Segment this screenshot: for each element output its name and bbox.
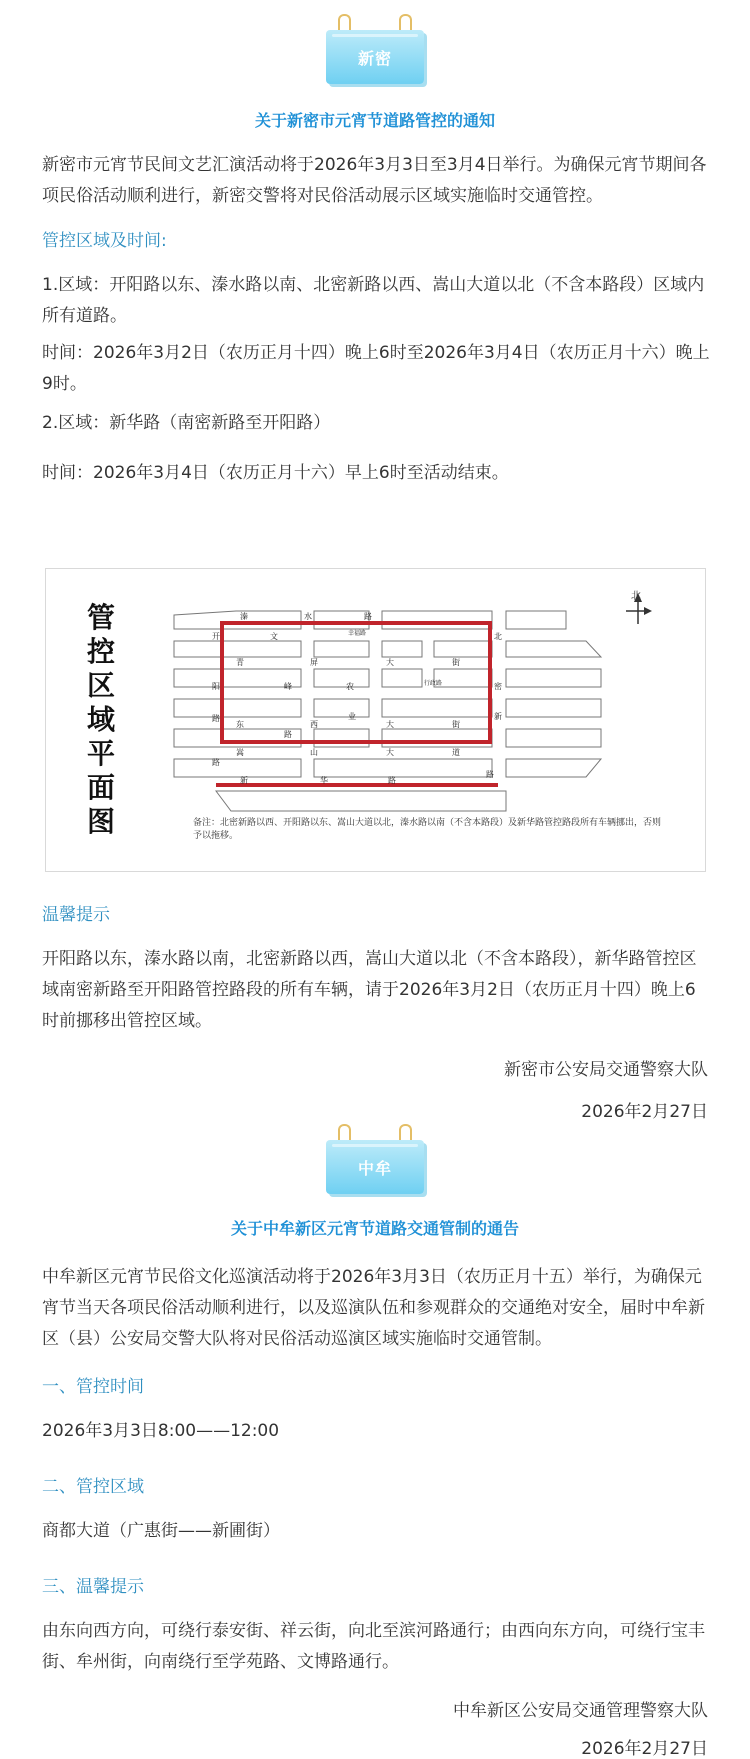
map-label: 大: [386, 720, 394, 729]
map-label: 路: [364, 612, 372, 621]
map-label: 东: [236, 720, 244, 729]
map-label: 大: [386, 748, 394, 757]
sign-date: 2026年2月27日: [581, 1102, 708, 1122]
map-label: 西: [310, 720, 318, 729]
heading-time: 一、管控时间: [42, 1377, 144, 1397]
sign-date: 2026年2月27日: [581, 1739, 708, 1759]
area-1: 1.区域：开阳路以东、溱水路以南、北密新路以西、嵩山大道以北（不含本路段）区域内所有道路。: [42, 275, 705, 326]
map-label: 嵩: [236, 748, 244, 757]
map-title: 管 控 区 域 平 面 图: [86, 601, 115, 838]
map-label: 新: [494, 712, 502, 721]
map-label: 业: [348, 712, 356, 721]
map-label: 路: [486, 770, 494, 779]
map-label: 山: [310, 748, 318, 757]
map-label: 峰: [284, 682, 292, 691]
map-label: 北: [494, 632, 502, 641]
map-note: 备注：北密新路以西、开阳路以东、嵩山大道以北，溱水路以南（不含本路段）及新华路管控路段所有车辆挪出，否则予以拖移。: [193, 818, 662, 841]
map-label: 新: [240, 776, 248, 785]
map-label: 大: [386, 658, 394, 667]
map-label: 水: [304, 612, 312, 621]
signer: 新密市公安局交通警察大队: [504, 1060, 708, 1080]
signer: 中牟新区公安局交通管理警察大队: [453, 1701, 708, 1721]
control-area-map: [45, 568, 706, 872]
section-tag: [326, 28, 424, 84]
control-area: 商都大道（广惠街——新圃街）: [42, 1521, 280, 1541]
section-tag: [326, 1138, 424, 1194]
north-indicator: 北: [631, 591, 641, 602]
map-label: 路: [212, 714, 220, 723]
map-label: 行政路: [424, 680, 443, 687]
area-2: 2.区域：新华路（南密新路至开阳路）: [42, 413, 331, 433]
notice-title: 关于中牟新区元宵节道路交通管制的通告: [230, 1219, 519, 1238]
map-label: 街: [452, 720, 460, 729]
map-label: 街: [452, 658, 460, 667]
heading-tip: 温馨提示: [42, 905, 110, 925]
map-label: 幸福路: [348, 630, 367, 637]
map-label: 阳: [212, 682, 220, 691]
notice-intro: 新密市元宵节民间文艺汇演活动将于2026年3月3日至3月4日举行。为确保元宵节期间各项民俗活动顺利进行，新密交警将对民俗活动展示区域实施临时交通管控。: [42, 155, 707, 206]
heading-area-time: 管控区域及时间:: [42, 231, 167, 251]
time-1: 时间：2026年3月2日（农历正月十四）晚上6时至2026年3月4日（农历正月十六）晚上9时。: [42, 343, 710, 394]
time-2: 时间：2026年3月4日（农历正月十六）早上6时至活动结束。: [42, 463, 509, 483]
map-label: 屏: [310, 658, 318, 667]
map-label: 青: [236, 658, 244, 667]
map-label: 农: [346, 682, 354, 691]
heading-tip: 三、温馨提示: [42, 1577, 144, 1597]
map-label: 路: [212, 758, 220, 767]
map-label: 华: [320, 776, 328, 785]
map-label: 路: [284, 730, 292, 739]
map-label: 路: [388, 776, 396, 785]
notice-intro: 中牟新区元宵节民俗文化巡演活动将于2026年3月3日（农历正月十五）举行，为确保元宵节当天各项民俗活动顺利进行，以及巡演队伍和参观群众的交通绝对安全，届时中牟新区（县）公安局交警大队将对民俗活动巡演区域实施临时交通管制。: [42, 1267, 705, 1349]
tip-text: 由东向西方向，可绕行泰安街、祥云街，向北至滨河路通行；由西向东方向，可绕行宝丰街、牟州街，向南绕行至学苑路、文博路通行。: [42, 1621, 705, 1672]
map-label: 开: [212, 632, 220, 641]
section-tag-label: 新密: [357, 48, 392, 68]
heading-area: 二、管控区域: [42, 1477, 144, 1497]
section-tag-label: 中牟: [357, 1158, 392, 1178]
tip-text: 开阳路以东，溱水路以南，北密新路以西，嵩山大道以北（不含本路段），新华路管控区域南密新路至开阳路管控路段的所有车辆，请于2026年3月2日（农历正月十四）晚上6时前挪移出管控区域。: [42, 949, 697, 1031]
map-label: 溱: [240, 612, 248, 621]
map-label: 道: [452, 748, 460, 757]
control-time: 2026年3月3日8:00——12:00: [42, 1421, 280, 1441]
map-label: 密: [494, 682, 502, 691]
map-label: 文: [270, 632, 278, 641]
notice-title: 关于新密市元宵节道路管控的通知: [254, 111, 495, 130]
